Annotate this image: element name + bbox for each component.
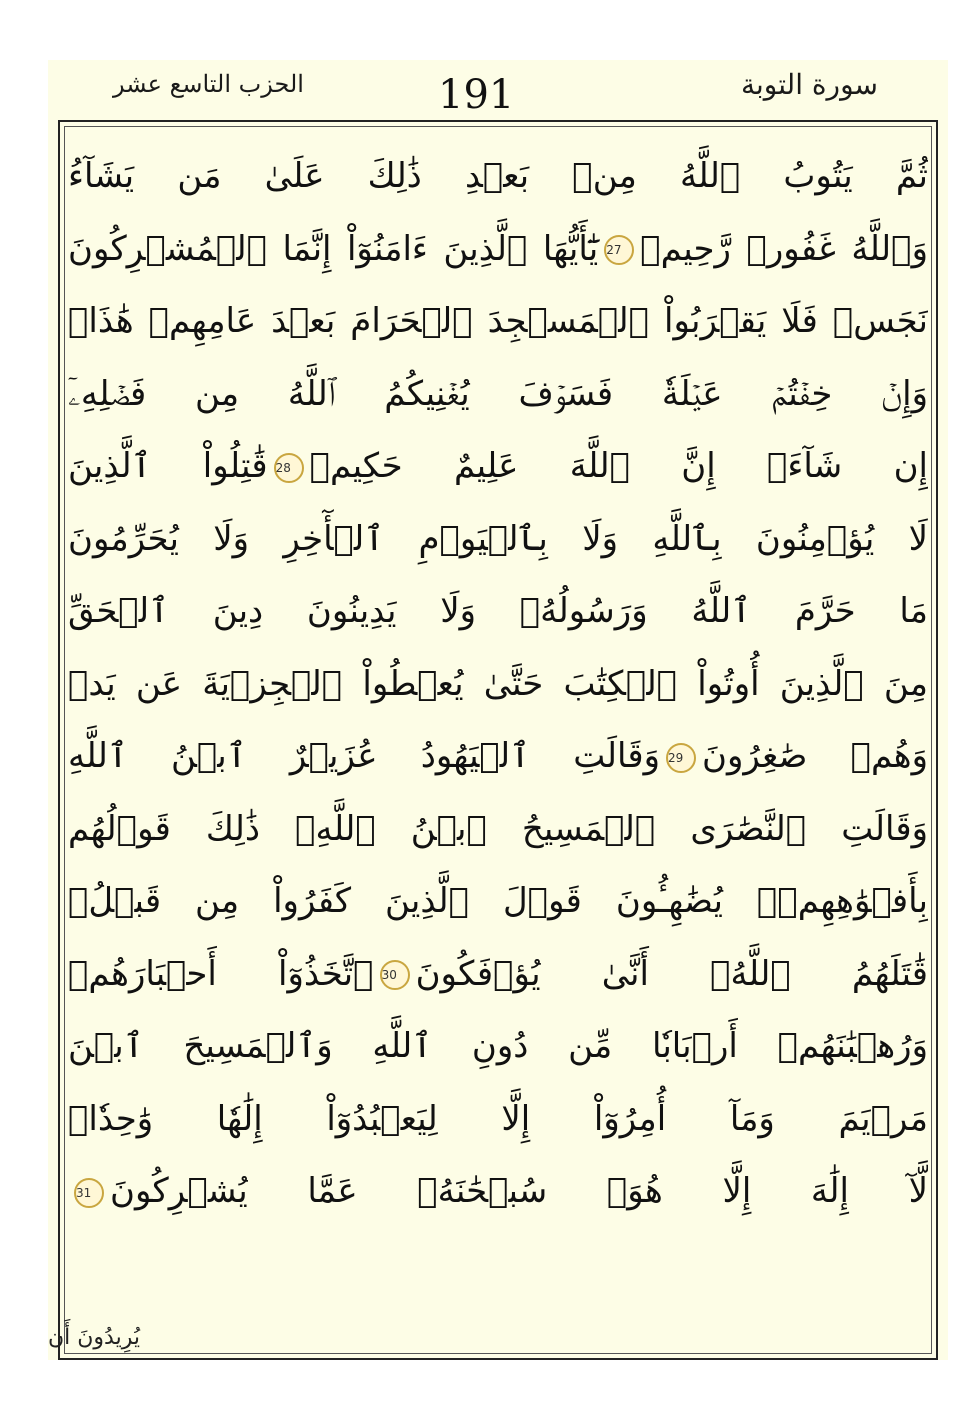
verse-line (68, 575, 928, 648)
verse-line (68, 1155, 928, 1228)
verse-line (68, 720, 928, 793)
verse-line (68, 140, 928, 213)
verse-text: قَٰتِلُواْ ٱلَّذِينَ (68, 446, 268, 486)
verse-text: قَٰتَلَهُمُ ٱللَّهُۖ أَنَّىٰ يُؤۡفَكُونَ (415, 953, 928, 994)
verse-line (68, 285, 928, 358)
verse-text: ثُمَّ يَتُوبُ ٱللَّهُ مِنۢ بَعۡدِ ذَٰلِكَ عَلَىٰ مَن يَشَآءُ (68, 156, 928, 196)
verse-line (68, 938, 928, 1011)
verse-line (68, 213, 928, 286)
verse-lines (68, 140, 928, 1228)
hizb-label: الحزب التاسع عشر (113, 70, 304, 98)
ayah-number-marker: 30 (380, 960, 410, 990)
verse-text: وَقَالَتِ ٱلۡيَهُودُ عُزَيۡرٌ ٱبۡنُ ٱللَّهِ (68, 736, 660, 776)
ayah-number-marker: 29 (666, 743, 696, 773)
mushaf-page (48, 60, 948, 1360)
verse-line (68, 358, 928, 431)
verse-line (68, 430, 928, 503)
verse-line (68, 865, 928, 938)
verse-text: لَا يُؤۡمِنُونَ بِٱللَّهِ وَلَا بِٱلۡيَوۡمِ ٱلۡأٓخِرِ وَلَا يُحَرِّمُونَ (68, 518, 928, 559)
ayah-number-marker: 27 (604, 235, 634, 265)
verse-text: مِنَ ٱلَّذِينَ أُوتُواْ ٱلۡكِتَٰبَ حَتَّىٰ يُعۡطُواْ ٱلۡجِزۡيَةَ عَن يَدٖ (68, 663, 928, 704)
verse-line (68, 1010, 928, 1083)
verse-text: وَإِنۡ خِفۡتُمۡ عَيۡلَةٗ فَسَوۡفَ يُغۡنِيكُمُ ٱللَّهُ مِن فَضۡلِهِۦٓ (68, 373, 928, 414)
verse-text: يَٰٓأَيُّهَا ٱلَّذِينَ ءَامَنُوٓاْ إِنَّمَا ٱلۡمُشۡرِكُونَ (68, 228, 599, 269)
verse-text: وَقَالَتِ ٱلنَّصَٰرَى ٱلۡمَسِيحُ ٱبۡنُ ٱللَّهِۖ ذَٰلِكَ قَوۡلُهُم (68, 808, 928, 849)
verse-text: لَّآ إِلَٰهَ إِلَّا هُوَۚ سُبۡحَٰنَهُۥ عَمَّا يُشۡرِكُونَ (110, 1171, 928, 1211)
verse-text: وَٱللَّهُ غَفُورٞ رَّحِيمٞ (640, 228, 928, 269)
catchword: يُرِيدُونَ أَن (48, 1325, 140, 1350)
verse-text: وَرُهۡبَٰنَهُمۡ أَرۡبَابٗا مِّن دُونِ ٱللَّهِ وَٱلۡمَسِيحَ ٱبۡنَ (68, 1026, 928, 1066)
ayah-number-marker: 31 (74, 1178, 104, 1208)
verse-line (68, 793, 928, 866)
verse-text: مَا حَرَّمَ ٱللَّهُ وَرَسُولُهُۥ وَلَا يَدِينُونَ دِينَ ٱلۡحَقِّ (68, 591, 928, 631)
ayah-number-marker: 28 (274, 453, 304, 483)
verse-text: إِن شَآءَۚ إِنَّ ٱللَّهَ عَلِيمٌ حَكِيمٞ (309, 446, 928, 486)
verse-line (68, 503, 928, 576)
verse-line (68, 1083, 928, 1156)
verse-text: بِأَفۡوَٰهِهِمۡۖ يُضَٰهِـُٔونَ قَوۡلَ ٱلَّذِينَ كَفَرُواْ مِن قَبۡلُۚ (68, 881, 928, 921)
page-header (48, 60, 948, 120)
verse-text: ٱتَّخَذُوٓاْ أَحۡبَارَهُمۡ (68, 953, 374, 994)
verse-text: نَجَسٞ فَلَا يَقۡرَبُواْ ٱلۡمَسۡجِدَ ٱلۡحَرَامَ بَعۡدَ عَامِهِمۡ هَٰذَاۚ (68, 301, 928, 341)
page-number: 191 (438, 72, 515, 118)
surah-name: سورة التوبة (740, 68, 878, 101)
verse-text: وَهُمۡ صَٰغِرُونَ (702, 736, 928, 776)
verse-text: مَرۡيَمَ وَمَآ أُمِرُوٓاْ إِلَّا لِيَعۡبُدُوٓاْ إِلَٰهٗا وَٰحِدٗاۖ (68, 1098, 928, 1139)
verse-line (68, 648, 928, 721)
